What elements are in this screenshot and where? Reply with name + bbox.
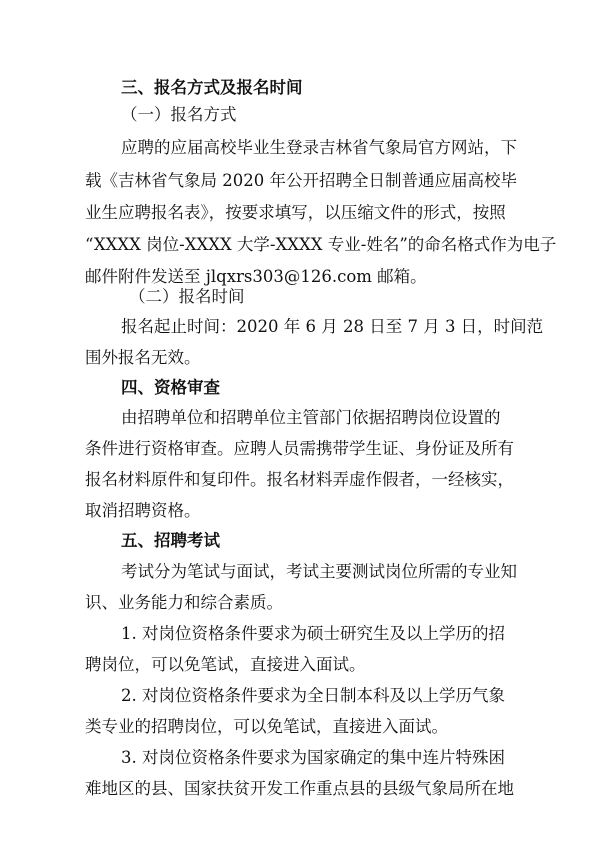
paragraph-line: 围外报名无效。 [85,348,201,367]
paragraph-line: 报名起止时间：2020 年 6 月 28 日至 7 月 3 日，时间范 [121,317,544,336]
paragraph-line: 2. 对岗位资格条件要求为全日制本科及以上学历气象 [121,686,505,705]
paragraph-line: 3. 对岗位资格条件要求为国家确定的集中连片特殊困 [121,748,505,767]
paragraph-line: 载《吉林省气象局 2020 年公开招聘全日制普通应届高校毕 [85,171,517,190]
paragraph-line: 识、业务能力和综合素质。 [85,593,283,612]
subheading-registration-time: （二）报名时间 [129,287,245,306]
section-heading-qualification: 四、资格审查 [121,378,220,397]
paragraph-line: 业生应聘报名表》，按要求填写，以压缩文件的形式，按照 [85,203,506,222]
paragraph-line: 类专业的招聘岗位，可以免笔试，直接进入面试。 [85,717,448,736]
paragraph-line: 考试分为笔试与面试，考试主要测试岗位所需的专业知 [121,562,517,581]
paragraph-line: “XXXX 岗位-XXXX 大学-XXXX 专业-姓名”的命名格式作为电子 [85,235,557,254]
paragraph-line: 应聘的应届高校毕业生登录吉林省气象局官方网站，下 [121,138,517,157]
paragraph-line: 邮件附件发送至 jlqxrs303@126.com 邮箱。 [85,267,427,286]
section-heading-registration: 三、报名方式及报名时间 [121,78,303,97]
paragraph-line: 报名材料原件和复印件。报名材料弄虚作假者，一经核实， [85,470,514,489]
paragraph-line: 由招聘单位和招聘单位主管部门依据招聘岗位设置的 [121,408,501,427]
subheading-registration-method: （一）报名方式 [121,105,237,124]
paragraph-line: 难地区的县、国家扶贫开发工作重点县的县级气象局所在地 [85,779,514,798]
paragraph-line: 取消招聘资格。 [85,501,201,520]
paragraph-line: 1. 对岗位资格条件要求为硕士研究生及以上学历的招 [121,624,505,643]
paragraph-line: 条件进行资格审查。应聘人员需携带学生证、身份证及所有 [85,439,514,458]
section-heading-exam: 五、招聘考试 [121,531,220,550]
paragraph-line: 聘岗位，可以免笔试，直接进入面试。 [85,655,366,674]
